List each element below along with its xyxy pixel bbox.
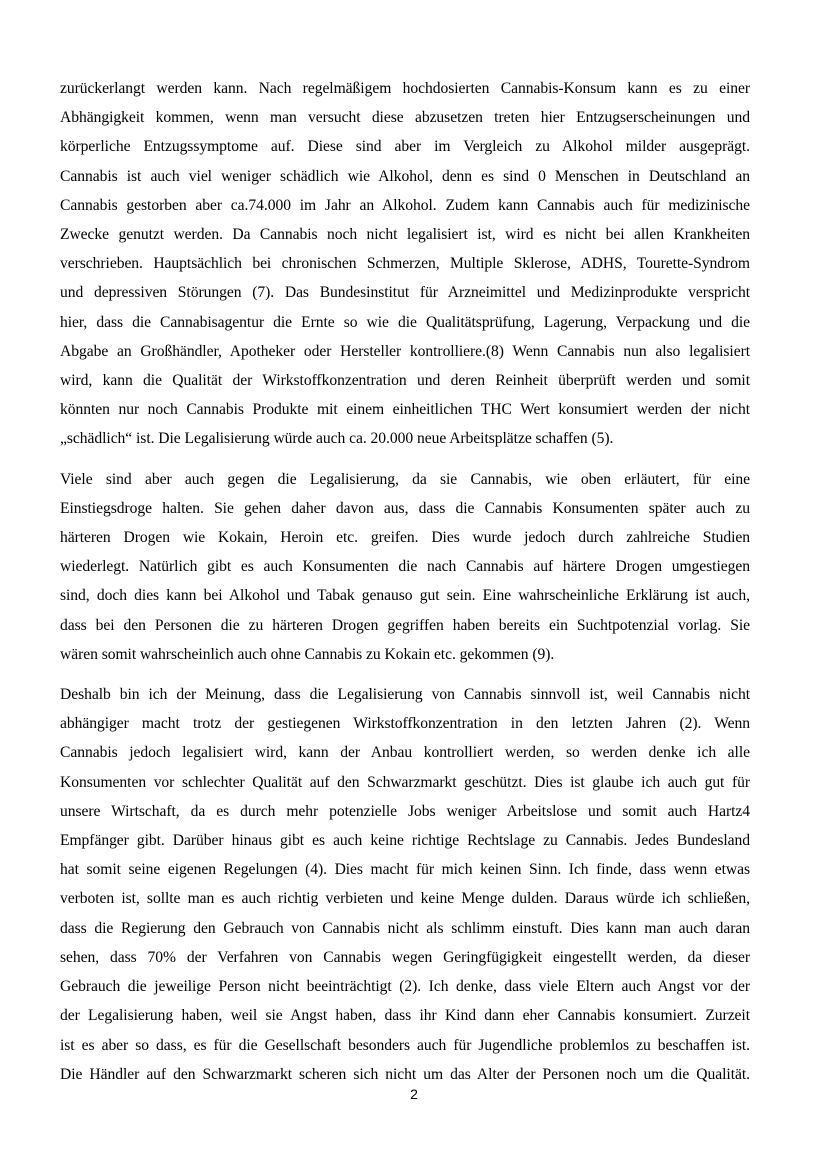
text-line: ist es aber so dass, es für die Gesellschaft besonders auch für Jugendliche problemlos zu beschaffen ist. xyxy=(60,1036,750,1054)
text-line: hat somit seine eigenen Regelungen (4). Dies macht für mich keinen Sinn. Ich finde, dass wenn etwas xyxy=(60,861,750,879)
text-line: und depressiven Störungen (7). Das Bundesinstitut für Arzneimittel und Medizinprodukte verspricht xyxy=(60,284,750,302)
text-line: Empfänger gibt. Darüber hinaus gibt es auch keine richtige Rechtslage zu Cannabis. Jedes Bundesland xyxy=(60,832,750,850)
text-line: dass bei den Personen die zu härteren Drogen gegriffen haben bereits ein Suchtpotenzial vorlag. Sie xyxy=(60,616,750,634)
text-line: verschrieben. Hauptsächlich bei chronischen Schmerzen, Multiple Sklerose, ADHS, Tourette-Syndrom xyxy=(60,255,750,273)
text-line: dass die Regierung den Gebrauch von Cannabis nicht als schlimm einstuft. Dies kann man auch daran xyxy=(60,919,750,937)
text-line: Die Händler auf den Schwarzmarkt scheren sich nicht um das Alter der Personen noch um die Qualität. xyxy=(60,1065,750,1083)
text-line: Cannabis gestorben aber ca.74.000 im Jahr an Alkohol. Zudem kann Cannabis auch für medizinische xyxy=(60,196,750,214)
text-line: wären somit wahrscheinlich auch ohne Cannabis zu Kokain etc. gekommen (9). xyxy=(60,645,555,663)
text-line: körperliche Entzugssymptome auf. Diese sind aber im Vergleich zu Alkohol milder ausgeprägt. xyxy=(60,138,750,156)
document-page xyxy=(60,74,750,1089)
text-line: Abgabe an Großhändler, Apotheker oder Hersteller kontrolliere.(8) Wenn Cannabis nun also legalisiert xyxy=(60,342,750,360)
paragraph-1 xyxy=(60,74,750,454)
text-line: härteren Drogen wie Kokain, Heroin etc. greifen. Dies wurde jedoch durch zahlreiche Studien xyxy=(60,529,750,547)
text-line: zurückerlangt werden kann. Nach regelmäßigem hochdosierten Cannabis-Konsum kann es zu einer xyxy=(60,80,750,97)
page-number: 2 xyxy=(410,1086,418,1102)
text-line: hier, dass die Cannabisagentur die Ernte so wie die Qualitätsprüfung, Lagerung, Verpackung und die xyxy=(60,313,750,331)
text-line: Cannabis jedoch legalisiert wird, kann der Anbau kontrolliert werden, so werden denke ich alle xyxy=(60,744,750,762)
text-line: der Legalisierung haben, weil sie Angst haben, dass ihr Kind dann eher Cannabis konsumiert. Zurzeit xyxy=(60,1007,750,1025)
text-line: sind, doch dies kann bei Alkohol und Tabak genauso gut sein. Eine wahrscheinliche Erklärung ist auch, xyxy=(60,587,750,605)
text-line: Einstiegsdroge halten. Sie gehen daher davon aus, dass die Cannabis Konsumenten später auch zu xyxy=(60,499,750,517)
text-line: könnten nur noch Cannabis Produkte mit einem einheitlichen THC Wert konsumiert werden der nicht xyxy=(60,401,750,419)
paragraph-2 xyxy=(60,465,750,669)
text-line: Viele sind aber auch gegen die Legalisierung, da sie Cannabis, wie oben erläutert, für eine xyxy=(60,470,750,488)
text-line: „schädlich“ ist. Die Legalisierung würde auch ca. 20.000 neue Arbeitsplätze schaffen (5). xyxy=(60,430,614,448)
text-line: verboten ist, sollte man es auch richtig verbieten und keine Menge dulden. Daraus würde ich schließen, xyxy=(60,890,750,908)
text-line: Gebrauch die jeweilige Person nicht beeinträchtigt (2). Ich denke, dass viele Eltern auch Angst vor der xyxy=(60,978,750,996)
text-line: unsere Wirtschaft, da es durch mehr potenzielle Jobs weniger Arbeitslose und somit auch Hartz4 xyxy=(60,802,750,820)
paragraph-3 xyxy=(60,680,750,1089)
text-line: wiederlegt. Natürlich gibt es auch Konsumenten die nach Cannabis auf härtere Drogen umgestiegen xyxy=(60,558,750,576)
text-line: sehen, dass 70% der Verfahren von Cannabis wegen Geringfügigkeit eingestellt werden, da dieser xyxy=(60,948,750,966)
text-line: Zwecke genutzt werden. Da Cannabis noch nicht legalisiert ist, wird es nicht bei allen Krankheiten xyxy=(60,226,750,244)
text-line: abhängiger macht trotz der gestiegenen Wirkstoffkonzentration in den letzten Jahren (2). Wenn xyxy=(60,715,750,733)
text-line: Konsumenten vor schlechter Qualität auf den Schwarzmarkt geschützt. Dies ist glaube ich auch gut für xyxy=(60,773,750,791)
text-line: Cannabis ist auch viel weniger schädlich wie Alkohol, denn es sind 0 Menschen in Deutschland an xyxy=(60,167,750,185)
text-line: wird, kann die Qualität der Wirkstoffkonzentration und deren Reinheit überprüft werden und somit xyxy=(60,372,750,390)
text-line: Abhängigkeit kommen, wenn man versucht diese abzusetzen treten hier Entzugserscheinungen und xyxy=(60,109,750,127)
text-line: Deshalb bin ich der Meinung, dass die Legalisierung von Cannabis sinnvoll ist, weil Cannabis nicht xyxy=(60,686,750,704)
